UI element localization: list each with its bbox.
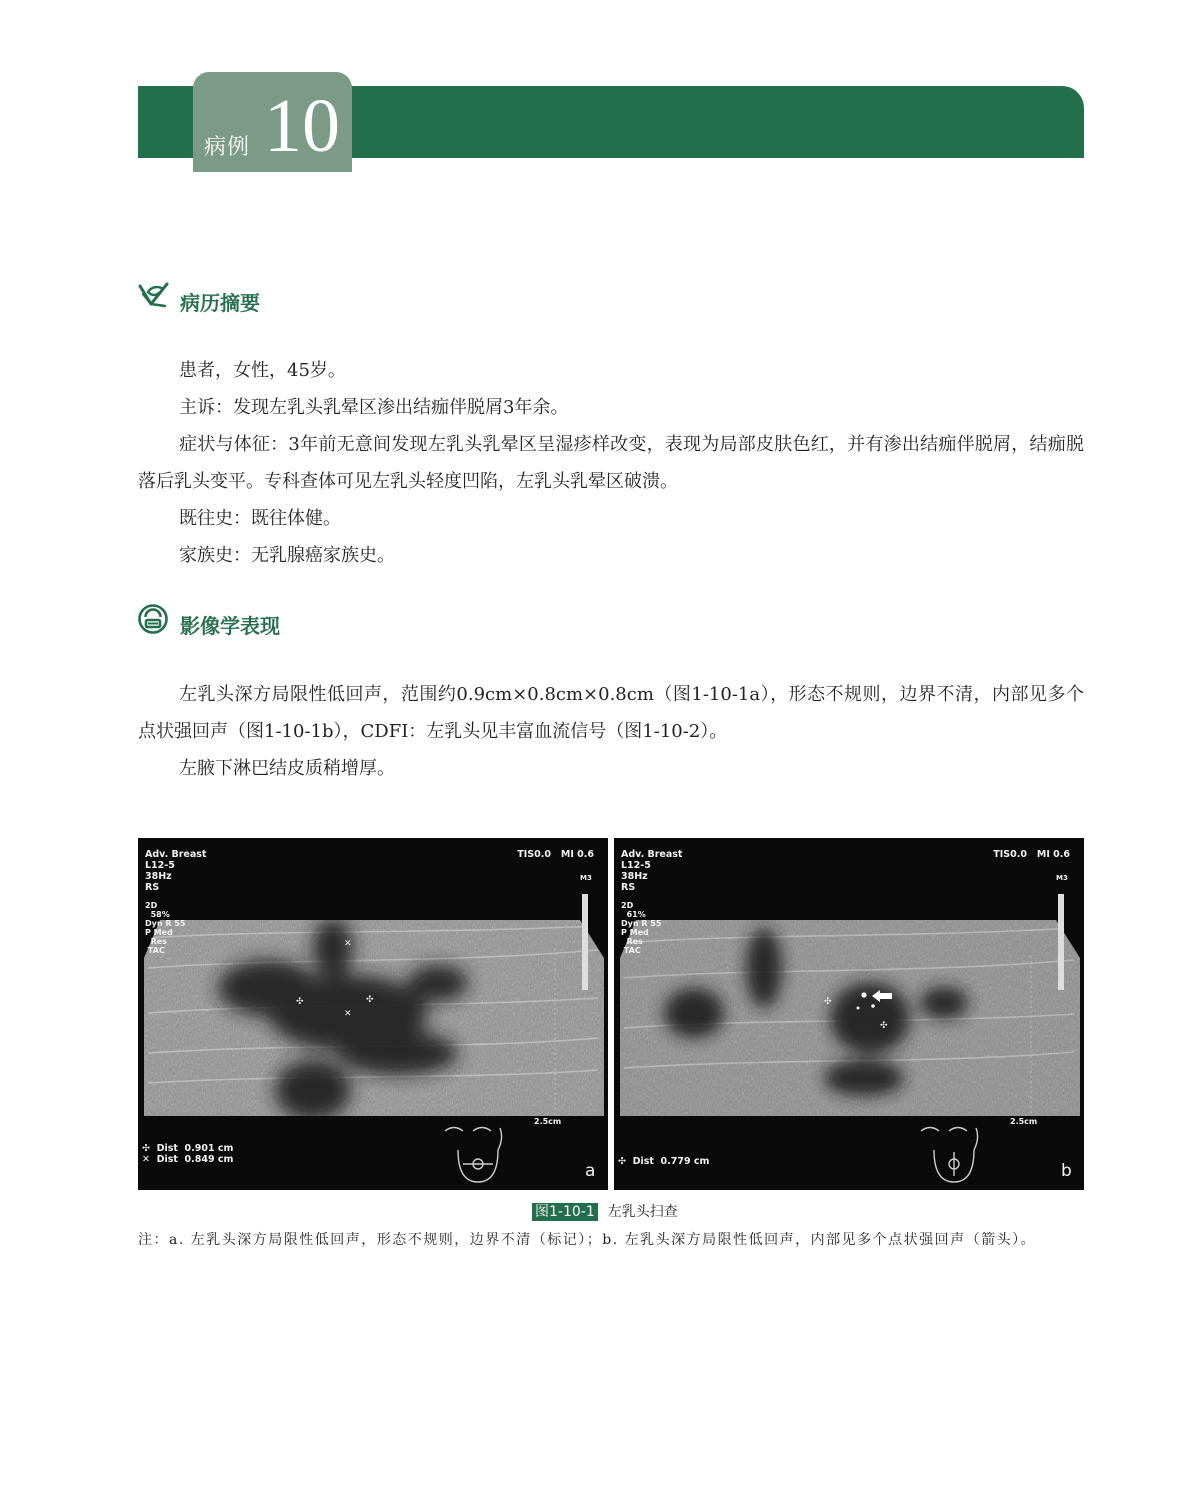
depth-label: 2.5cm: [534, 1117, 562, 1126]
figure-note: 注：a. 左乳头深方局限性低回声，形态不规则，边界不清（标记）；b. 左乳头深方局限性低回声，内部见多个点状强回声（箭头）。: [138, 1232, 1037, 1248]
depth-label: 2.5cm: [1010, 1117, 1038, 1126]
exam-info: Adv. Breast L12-5 38Hz RS: [145, 849, 207, 893]
measurement-readout: ✣ Dist 0.901 cm ✕ Dist 0.849 cm: [142, 1143, 234, 1165]
scan-params: 2D 61% Dyn R 55 P Med Res TAC: [621, 901, 662, 955]
history-paragraph: 家族史：无乳腺癌家族史。: [179, 545, 395, 566]
ultrasound-figure: [138, 838, 1084, 1190]
colorbar-label: M3: [580, 874, 592, 882]
ultrasound-image-b: [614, 838, 1084, 1190]
history-paragraph: 患者，女性，45岁。: [179, 360, 346, 381]
case-label: 病例: [204, 135, 251, 160]
svg-text:✕: ✕: [344, 1009, 352, 1019]
thermal-index: TIS0.0 MI 0.6: [517, 849, 594, 860]
svg-text:✣: ✣: [296, 997, 304, 1007]
figure-caption: [532, 1201, 678, 1221]
panel-letter: b: [1061, 1161, 1072, 1181]
scan-params: 2D 58% Dyn R 55 P Med Res TAC: [145, 901, 186, 955]
imaging-paragraph: 左乳头深方局限性低回声，范围约0.9cm×0.8cm×0.8cm（图1-10-1a），形态不规则，边界不清，内部见多个点状强回声（图1-10-1b），CDFI：左乳头见丰富血流信号（图1-10-2）。: [138, 684, 1084, 742]
svg-text:✕: ✕: [344, 939, 352, 949]
panel-letter: a: [585, 1161, 596, 1181]
ultrasound-panel-b: [614, 838, 1084, 1190]
colorbar-label: M3: [1056, 874, 1068, 882]
figure-title: 左乳头扫查: [607, 1204, 678, 1220]
exam-info: Adv. Breast L12-5 38Hz RS: [621, 849, 683, 893]
case-number: 10: [264, 84, 340, 168]
svg-text:✣: ✣: [366, 995, 374, 1005]
ultrasound-panel-a: [138, 838, 608, 1190]
imaging-title: 影像学表现: [180, 614, 280, 638]
history-paragraph: 症状与体征：3年前无意间发现左乳头乳晕区呈湿疹样改变，表现为局部皮肤色红，并有渗出结痂伴脱屑，结痂脱落后乳头变平。专科查体可见左乳头轻度凹陷，左乳头乳晕区破溃。: [138, 434, 1084, 492]
svg-text:✣: ✣: [824, 997, 832, 1007]
imaging-paragraph: 左腋下淋巴结皮质稍增厚。: [179, 758, 395, 779]
thermal-index: TIS0.0 MI 0.6: [993, 849, 1070, 860]
leaf-check-icon: [137, 280, 169, 312]
scanner-icon: [137, 603, 169, 635]
svg-text:✣: ✣: [880, 1021, 888, 1031]
history-paragraph: 既往史：既往体健。: [179, 508, 341, 529]
figure-number: 图1-10-1: [532, 1203, 598, 1221]
measurement-readout: ✣ Dist 0.779 cm: [618, 1156, 710, 1167]
history-paragraph: 主诉：发现左乳头乳晕区渗出结痂伴脱屑3年余。: [179, 397, 569, 418]
ultrasound-image-a: [138, 838, 608, 1190]
history-title: 病历摘要: [180, 291, 260, 315]
